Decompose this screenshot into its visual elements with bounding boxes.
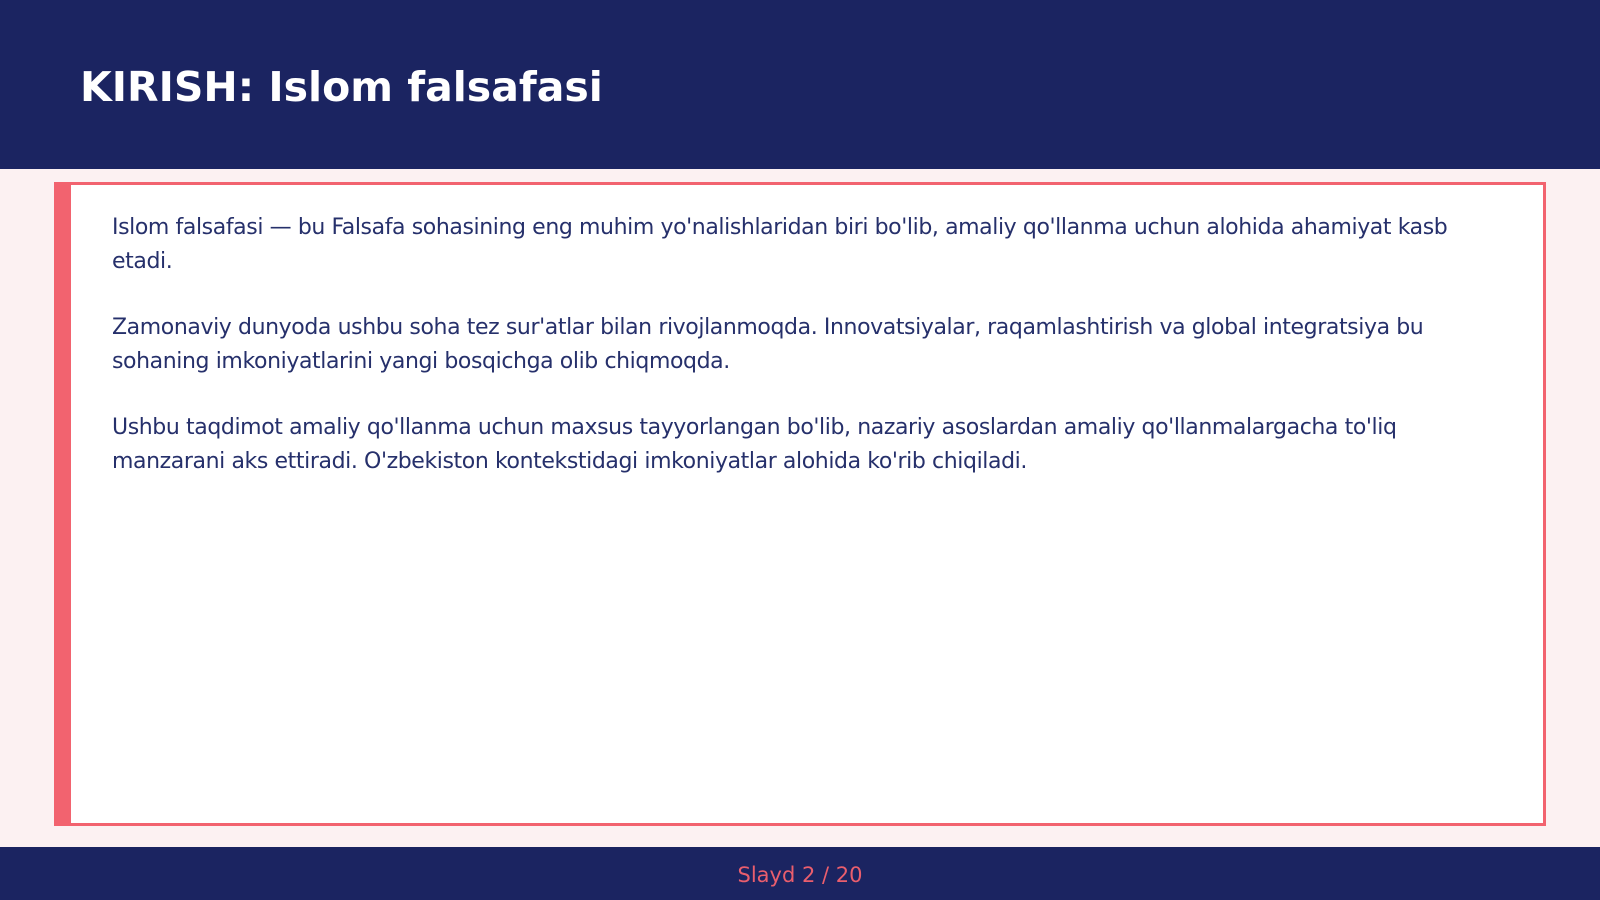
paragraph-presentation-purpose: Ushbu taqdimot amaliy qo'llanma uchun maxsus tayyorlangan bo'lib, nazariy asoslardan amaliy qo'llanmalargacha to'liq manzarani aks ettiradi. O'zbekiston kontekstidagi imkoniyatlar alohida ko'rib chiqiladi. [112,415,1397,474]
paragraph-intro: Islom falsafasi — bu Falsafa sohasining eng muhim yo'nalishlaridan biri bo'lib, amaliy qo'llanma uchun alohida ahamiyat kasb etadi. [112,215,1448,274]
slide-body [112,211,1512,511]
slide-counter: Slayd 2 / 20 [737,863,863,887]
paragraph-modern-world: Zamonaviy dunyoda ushbu soha tez sur'atlar bilan rivojlanmoqda. Innovatsiyalar, raqamlashtirish va global integratsiya bu sohaning imkoniyatlarini yangi bosqichga olib chiqmoqda. [112,315,1424,374]
slide-title: KIRISH: Islom falsafasi [80,63,603,111]
